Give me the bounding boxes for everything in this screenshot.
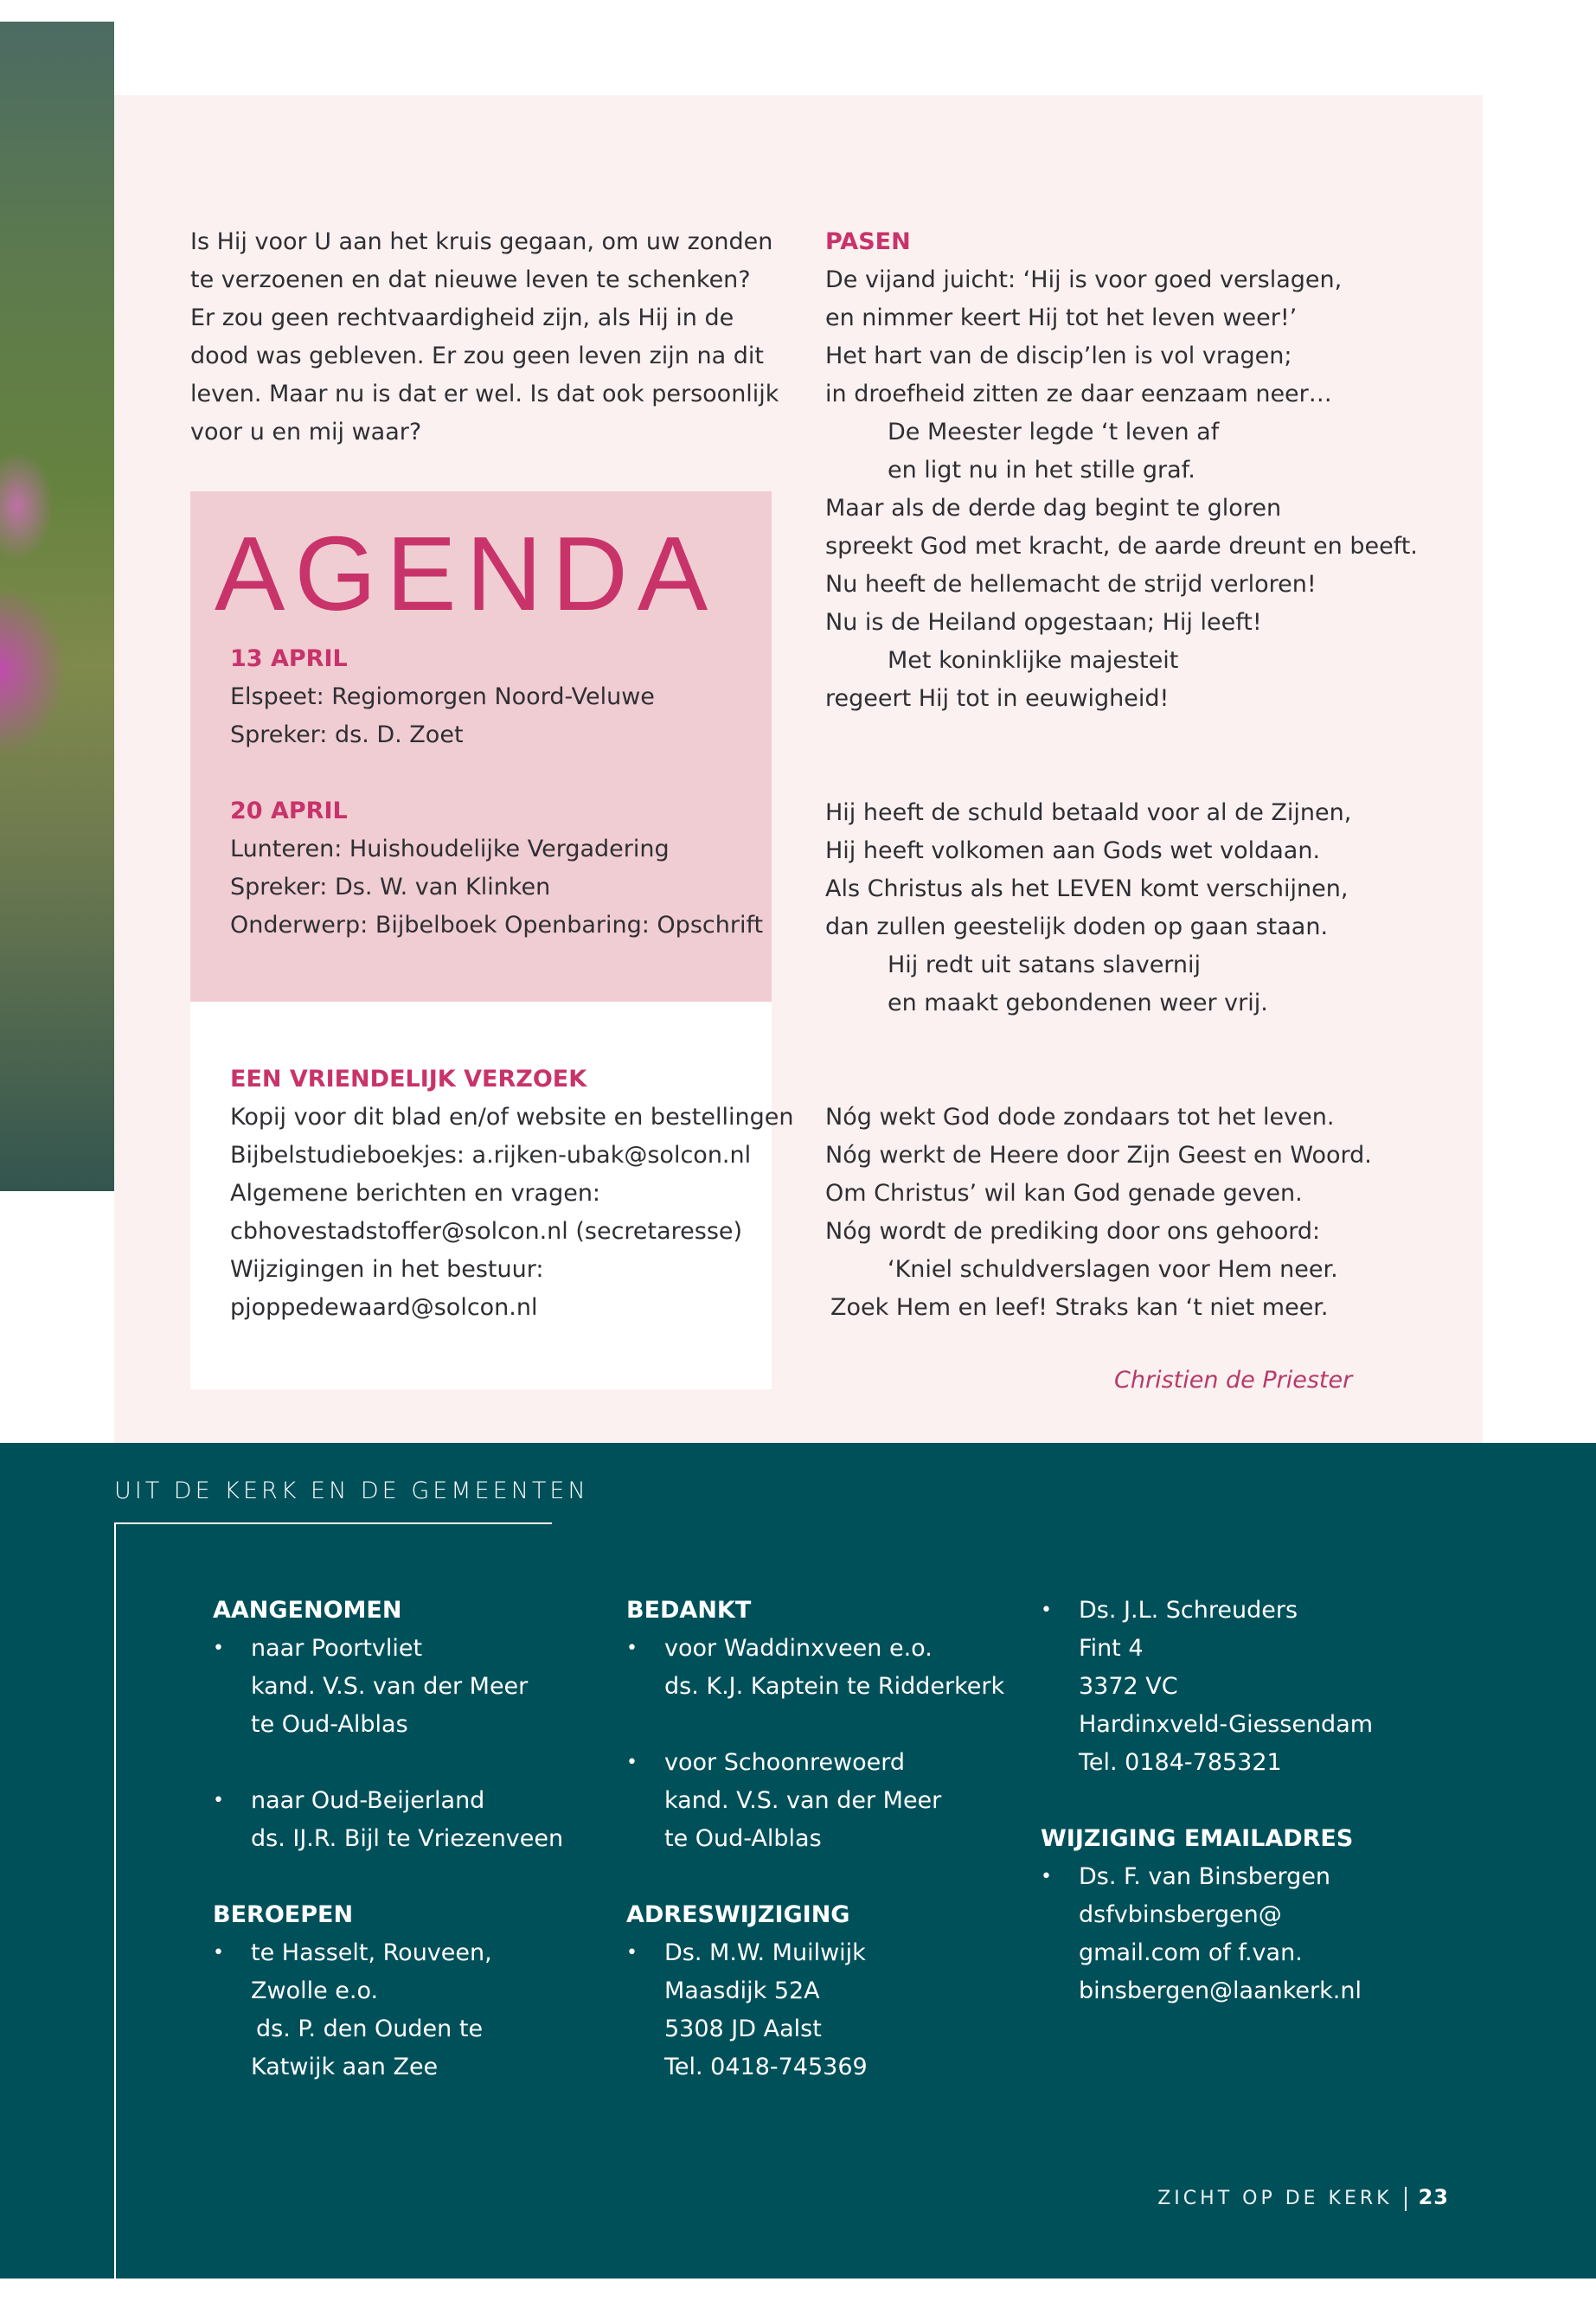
- kerk-section: [0, 1443, 1596, 2279]
- poem-line: dan zullen geestelijk doden op gaan staan.: [825, 913, 1329, 940]
- aangenomen-line: ds. IJ.R. Bijl te Vriezenveen: [251, 1825, 564, 1852]
- poem-line: Hij heeft de schuld betaald voor al de Zijnen,: [825, 799, 1352, 826]
- agenda-date: 20 APRIL: [230, 798, 348, 824]
- poem-line: ‘Kniel schuldverslagen voor Hem neer.: [888, 1256, 1338, 1283]
- intro-line: Is Hij voor U aan het kruis gegaan, om uw zonden: [190, 228, 773, 255]
- beroepen-line: Zwolle e.o.: [251, 1977, 379, 2004]
- poem-line: Met koninklijke majesteit: [888, 647, 1179, 674]
- verzoek-line: Wijzigingen in het bestuur:: [230, 1256, 544, 1283]
- intro-line: dood was gebleven. Er zou geen leven zijn na dit: [190, 343, 764, 369]
- poem-line: Het hart van de discip’len is vol vragen;: [825, 343, 1292, 369]
- poem-line: Nu is de Heiland opgestaan; Hij leeft!: [825, 609, 1262, 636]
- poem-line: Maar als de derde dag begint te gloren: [825, 495, 1282, 522]
- verzoek-line: Kopij voor dit blad en/of website en bestellingen: [230, 1104, 794, 1131]
- poem-line: en maakt gebondenen weer vrij.: [888, 990, 1268, 1016]
- poem-author: Christien de Priester: [1114, 1367, 1353, 1394]
- email-title: WIJZIGING EMAILADRES: [1041, 1825, 1354, 1852]
- poem-line: spreekt God met kracht, de aarde dreunt en beeft.: [825, 533, 1418, 560]
- schreuders-line: Hardinxveld-Giessendam: [1079, 1711, 1374, 1738]
- bedankt-line: kand. V.S. van der Meer: [664, 1787, 942, 1814]
- verzoek-title: EEN VRIENDELIJK VERZOEK: [230, 1066, 587, 1093]
- poem-line: Zoek Hem en leef! Straks kan ‘t niet meer.: [830, 1294, 1329, 1321]
- schreuders-entry: • Ds. J.L. Schreuders: [1041, 1592, 1373, 1630]
- email-line[interactable]: gmail.com of f.van.: [1079, 1939, 1303, 1966]
- agenda-title: AGENDA: [215, 515, 718, 632]
- adreswijziging-line: Tel. 0418-745369: [664, 2054, 868, 2080]
- email-entry: • Ds. F. van Binsbergen: [1041, 1858, 1373, 1896]
- poem-line: Als Christus als het LEVEN komt verschijnen,: [825, 875, 1349, 902]
- email-line[interactable]: dsfvbinsbergen@: [1079, 1901, 1282, 1928]
- verzoek-content: [230, 1061, 793, 1327]
- adreswijziging-line: 5308 JD Aalst: [664, 2016, 822, 2042]
- aangenomen-entry: • naar Poortvliet: [213, 1630, 563, 1668]
- bedankt-entry: • voor Waddinxveen e.o.: [626, 1630, 1004, 1668]
- schreuders-line: 3372 VC: [1079, 1673, 1178, 1700]
- intro-line: voor u en mij waar?: [190, 419, 422, 445]
- email-line[interactable]: binsbergen@laankerk.nl: [1079, 1977, 1362, 2004]
- aangenomen-entry: • naar Oud-Beijerland: [213, 1782, 563, 1820]
- verzoek-line: Algemene berichten en vragen:: [230, 1180, 601, 1207]
- verzoek-email[interactable]: cbhovestadstoffer@solcon.nl (secretaresse): [230, 1218, 743, 1245]
- kerk-column-2: [626, 1592, 1004, 2086]
- kerk-column-3: [1041, 1592, 1373, 2010]
- poem-line: Om Christus’ wil kan God genade geven.: [825, 1180, 1303, 1207]
- poem-line: Nóg werkt de Heere door Zijn Geest en Woord.: [825, 1142, 1372, 1169]
- agenda-item: [230, 792, 763, 945]
- poem-line: Nu heeft de hellemacht de strijd verloren!: [825, 571, 1317, 598]
- poem-line: regeert Hij tot in eeuwigheid!: [825, 685, 1170, 712]
- page-number: 23: [1418, 2185, 1449, 2209]
- adreswijziging-line: Maasdijk 52A: [664, 1977, 820, 2004]
- agenda-date: 13 APRIL: [230, 645, 348, 672]
- beroepen-line: ds. P. den Ouden te: [256, 2016, 484, 2042]
- verzoek-email[interactable]: pjoppedewaard@solcon.nl: [230, 1294, 538, 1321]
- flower-photo: [0, 22, 114, 1191]
- frame-line-horizontal: [114, 1522, 552, 1524]
- verzoek-email[interactable]: Bijbelstudieboekjes: a.rijken-ubak@solcon.nl: [230, 1142, 752, 1169]
- page-footer: [1157, 2185, 1449, 2211]
- section-title: UIT DE KERK EN DE GEMEENTEN: [114, 1477, 589, 1504]
- adreswijziging-entry: • Ds. M.W. Muilwijk: [626, 1934, 1004, 1972]
- bedankt-line: ds. K.J. Kaptein te Ridderkerk: [664, 1673, 1005, 1700]
- bedankt-title: BEDANKT: [626, 1597, 752, 1624]
- bedankt-entry: • voor Schoonrewoerd: [626, 1744, 1004, 1782]
- beroepen-line: Katwijk aan Zee: [251, 2054, 439, 2080]
- agenda-item: [230, 640, 655, 754]
- agenda-line: Elspeet: Regiomorgen Noord-Veluwe: [230, 683, 655, 710]
- footer-divider: [1405, 2187, 1407, 2211]
- agenda-line: Onderwerp: Bijbelboek Openbaring: Opschrift: [230, 912, 764, 939]
- schreuders-line: Tel. 0184-785321: [1079, 1749, 1282, 1776]
- verzoek-box: [190, 1002, 794, 1389]
- intro-line: Er zou geen rechtvaardigheid zijn, als Hij in de: [190, 304, 734, 331]
- magazine-name: ZICHT OP DE KERK: [1157, 2188, 1393, 2209]
- agenda-line: Spreker: Ds. W. van Klinken: [230, 874, 551, 901]
- intro-paragraph: [190, 223, 779, 452]
- beroepen-entry: • te Hasselt, Rouveen,: [213, 1934, 563, 1972]
- bedankt-line: te Oud-Alblas: [664, 1825, 822, 1852]
- kerk-column-1: [213, 1592, 563, 2086]
- beroepen-title: BEROEPEN: [213, 1901, 354, 1928]
- agenda-line: Lunteren: Huishoudelijke Vergadering: [230, 836, 670, 862]
- poem-title: PASEN: [825, 228, 911, 255]
- poem-line: De Meester legde ‘t leven af: [888, 419, 1220, 445]
- intro-line: te verzoenen en dat nieuwe leven te schenken?: [190, 266, 751, 293]
- intro-line: leven. Maar nu is dat er wel. Is dat ook persoonlijk: [190, 381, 779, 407]
- poem-line: De vijand juicht: ‘Hij is voor goed verslagen,: [825, 266, 1343, 293]
- aangenomen-title: AANGENOMEN: [213, 1597, 402, 1624]
- aangenomen-line: kand. V.S. van der Meer: [251, 1673, 529, 1700]
- poem-line: Nóg wordt de prediking door ons gehoord:: [825, 1218, 1321, 1245]
- poem-line: Hij heeft volkomen aan Gods wet voldaan.: [825, 837, 1321, 864]
- aangenomen-line: te Oud-Alblas: [251, 1711, 408, 1738]
- poem-line: Nóg wekt God dode zondaars tot het leven.: [825, 1104, 1335, 1131]
- frame-line-vertical: [114, 1522, 116, 2279]
- poem-line: en ligt nu in het stille graf.: [888, 457, 1195, 484]
- poem-pasen: [825, 223, 1448, 1327]
- agenda-box: [190, 491, 772, 1002]
- poem-line: Hij redt uit satans slavernij: [888, 952, 1202, 978]
- schreuders-line: Fint 4: [1079, 1635, 1144, 1662]
- poem-line: in droefheid zitten ze daar eenzaam neer…: [825, 381, 1332, 407]
- poem-line: en nimmer keert Hij tot het leven weer!’: [825, 304, 1298, 331]
- agenda-line: Spreker: ds. D. Zoet: [230, 721, 464, 748]
- adreswijziging-title: ADRESWIJZIGING: [626, 1901, 850, 1928]
